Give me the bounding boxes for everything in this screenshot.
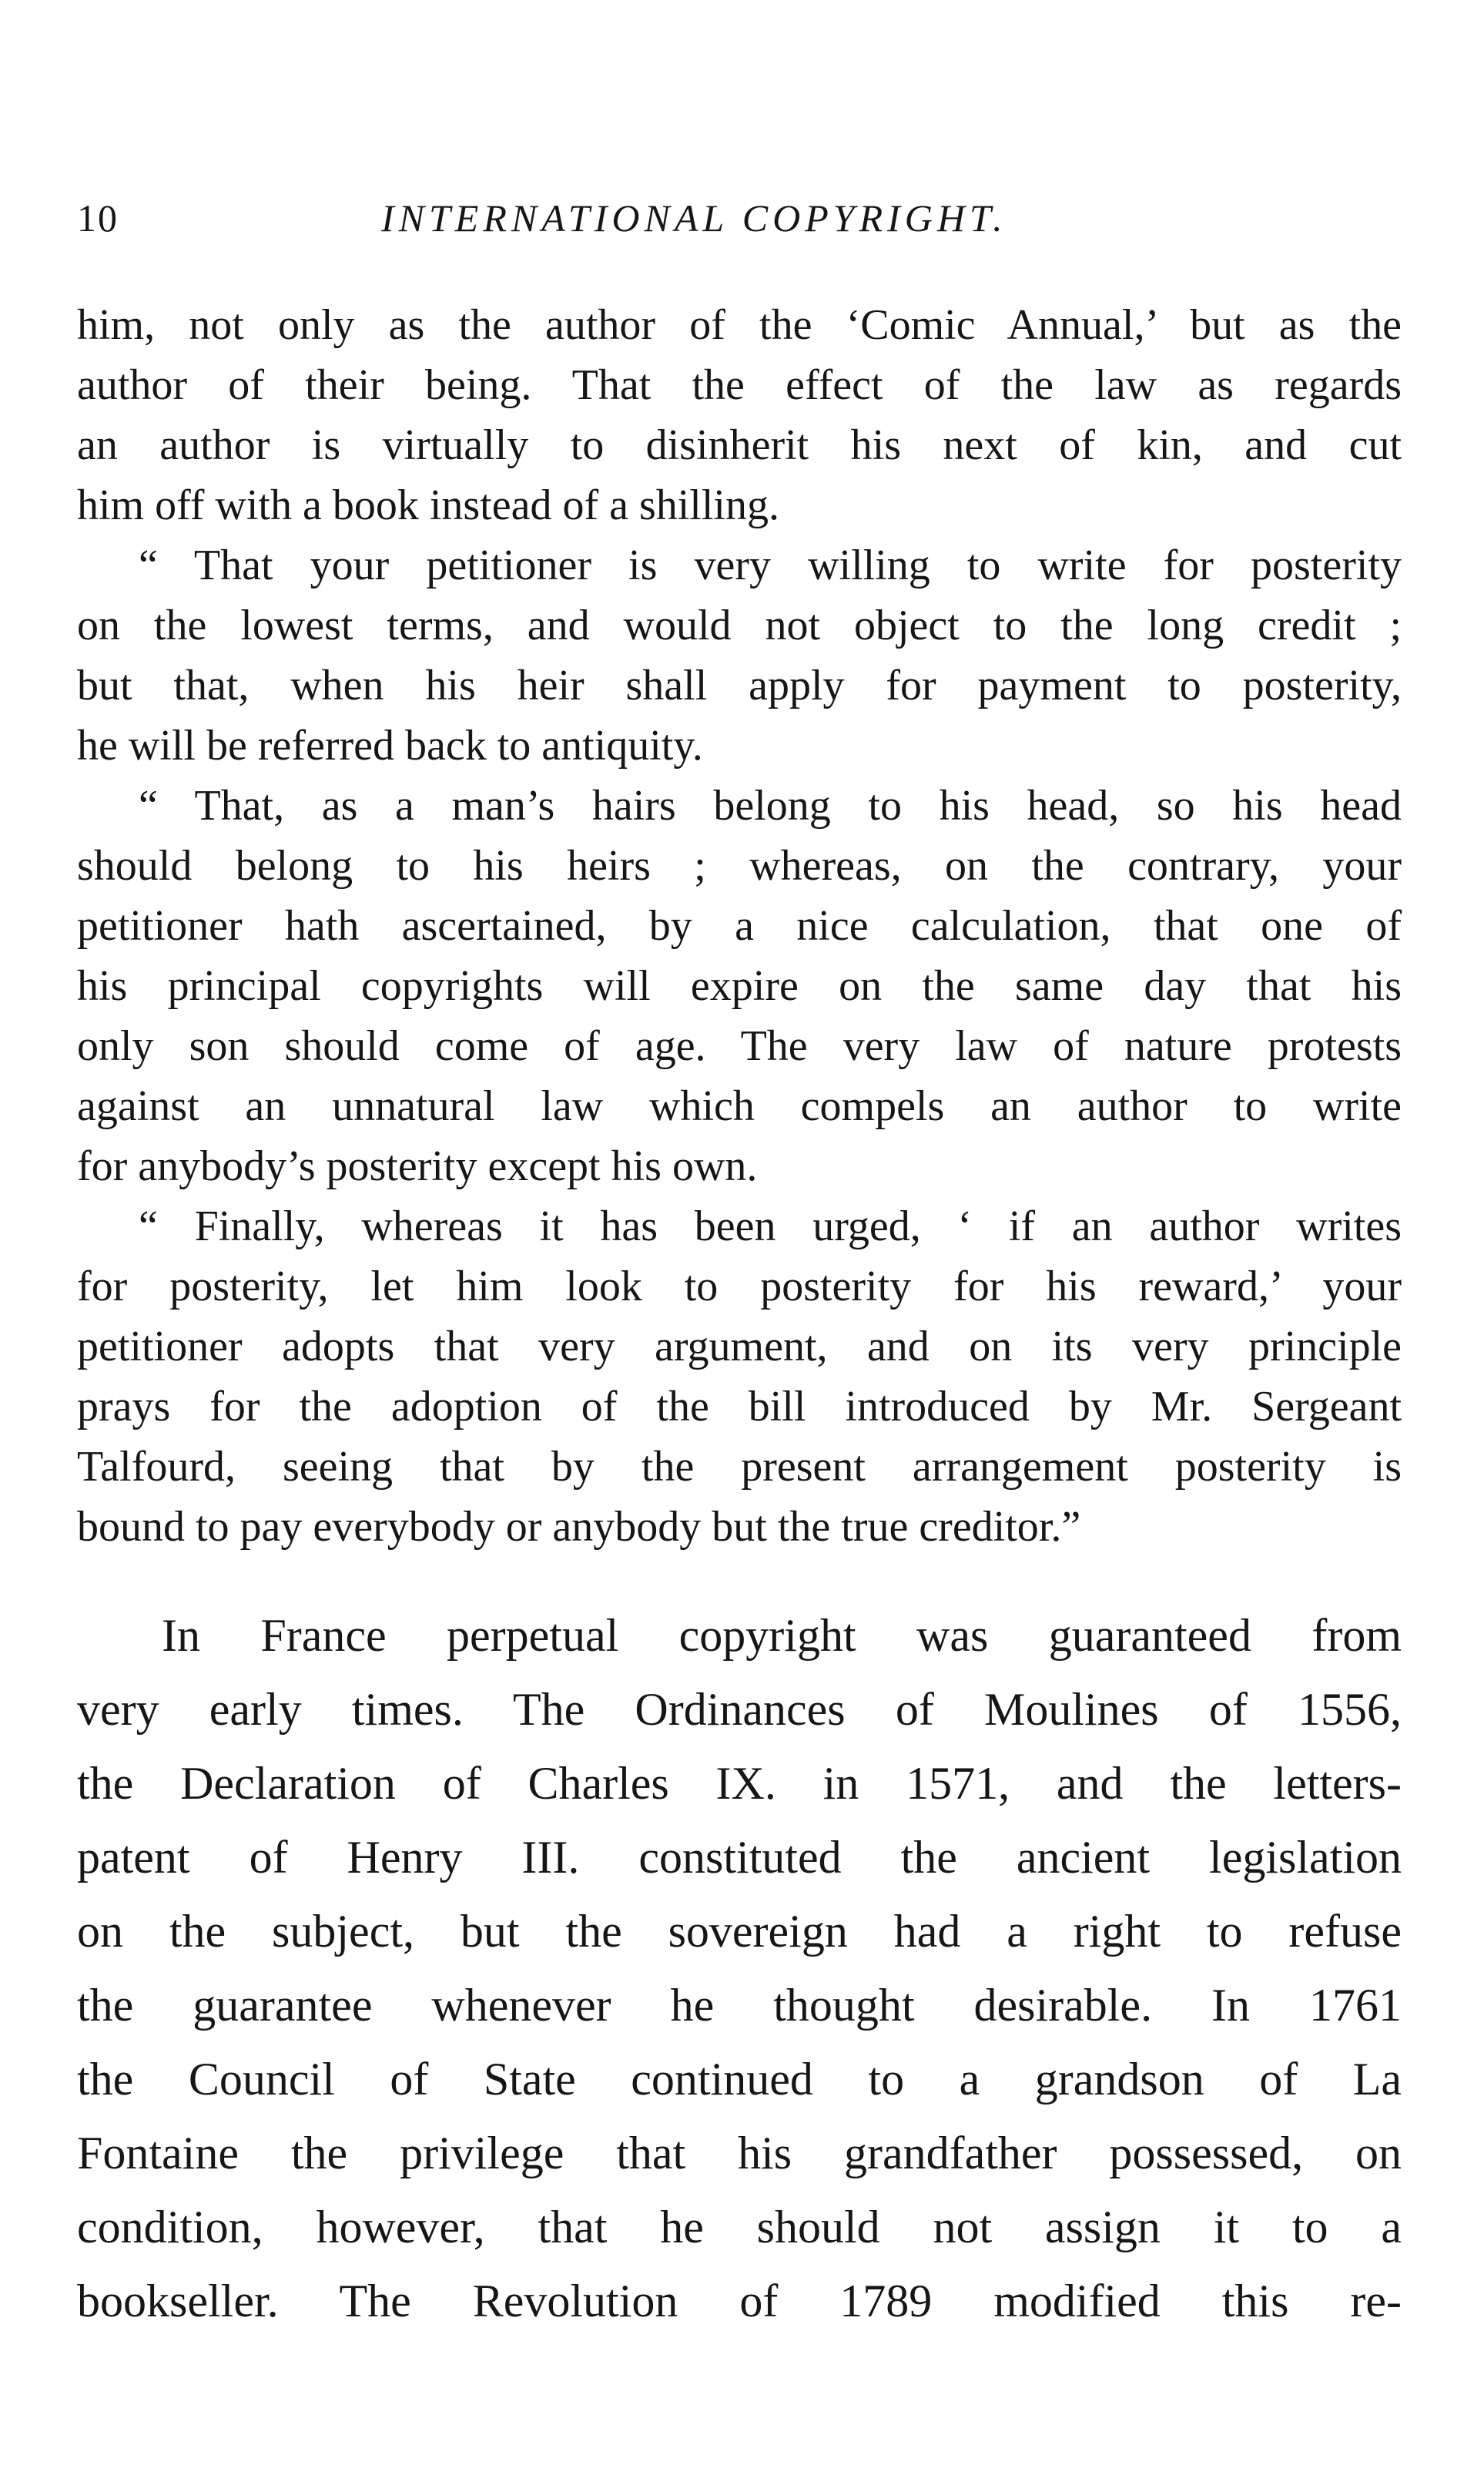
quote-line: but that, when his heir shall apply for payment to posterity, bbox=[77, 662, 1402, 709]
running-title: INTERNATIONAL COPYRIGHT. bbox=[381, 196, 1007, 240]
body-line: the Council of State continued to a grandson of La bbox=[77, 2054, 1402, 2105]
quote-line: for anybody’s posterity except his own. bbox=[77, 1142, 758, 1190]
quote-line: prays for the adoption of the bill introduced by Mr. Sergeant bbox=[77, 1383, 1402, 1430]
quote-line: petitioner adopts that very argument, and on its very principle bbox=[77, 1323, 1402, 1370]
quote-line: against an unnatural law which compels an author to write bbox=[77, 1082, 1402, 1130]
quote-line: he will be referred back to antiquity. bbox=[77, 722, 703, 770]
body-line: on the subject, but the sovereign had a right to refuse bbox=[77, 1906, 1402, 1957]
quote-line: should belong to his heirs ; whereas, on the contrary, your bbox=[77, 842, 1402, 890]
quote-line: “ Finally, whereas it has been urged, ‘ if an author writes bbox=[139, 1202, 1402, 1250]
body-line: the guarantee whenever he thought desirable. In 1761 bbox=[77, 1980, 1402, 2031]
quote-line: his principal copyrights will expire on the same day that his bbox=[77, 962, 1402, 1010]
running-header bbox=[77, 191, 1402, 245]
quote-line: only son should come of age. The very law of nature protests bbox=[77, 1022, 1402, 1070]
body-line: Fontaine the privilege that his grandfather possessed, on bbox=[77, 2128, 1402, 2178]
petition-quotation bbox=[77, 295, 1402, 1557]
quote-line: him, not only as the author of the ‘Comic Annual,’ but as the bbox=[77, 301, 1402, 349]
quote-line: him off with a book instead of a shilling. bbox=[77, 481, 779, 529]
quote-line: petitioner hath ascertained, by a nice calculation, that one of bbox=[77, 902, 1402, 950]
body-line: In France perpetual copyright was guaranteed from bbox=[162, 1610, 1402, 1661]
quote-line: author of their being. That the effect of the law as regards bbox=[77, 361, 1402, 409]
quote-line: bound to pay everybody or anybody but the true creditor.” bbox=[77, 1503, 1081, 1551]
quote-line: an author is virtually to disinherit his next of kin, and cut bbox=[77, 421, 1402, 469]
body-paragraph bbox=[77, 1598, 1402, 2338]
quote-line: on the lowest terms, and would not object to the long credit ; bbox=[77, 602, 1402, 649]
body-line: very early times. The Ordinances of Moulines of 1556, bbox=[77, 1684, 1402, 1735]
body-line: bookseller. The Revolution of 1789 modified this re- bbox=[77, 2276, 1402, 2326]
quote-line: for posterity, let him look to posterity for his reward,’ your bbox=[77, 1263, 1402, 1310]
body-line: condition, however, that he should not assign it to a bbox=[77, 2202, 1402, 2252]
body-line: patent of Henry III. constituted the ancient legislation bbox=[77, 1832, 1402, 1883]
quote-line: “ That your petitioner is very willing to write for posterity bbox=[139, 542, 1402, 589]
quote-line: “ That, as a man’s hairs belong to his head, so his head bbox=[139, 782, 1402, 830]
body-line: the Declaration of Charles IX. in 1571, and the letters- bbox=[77, 1758, 1402, 1809]
page-number: 10 bbox=[77, 196, 119, 240]
quote-line: Talfourd, seeing that by the present arrangement posterity is bbox=[77, 1443, 1402, 1491]
